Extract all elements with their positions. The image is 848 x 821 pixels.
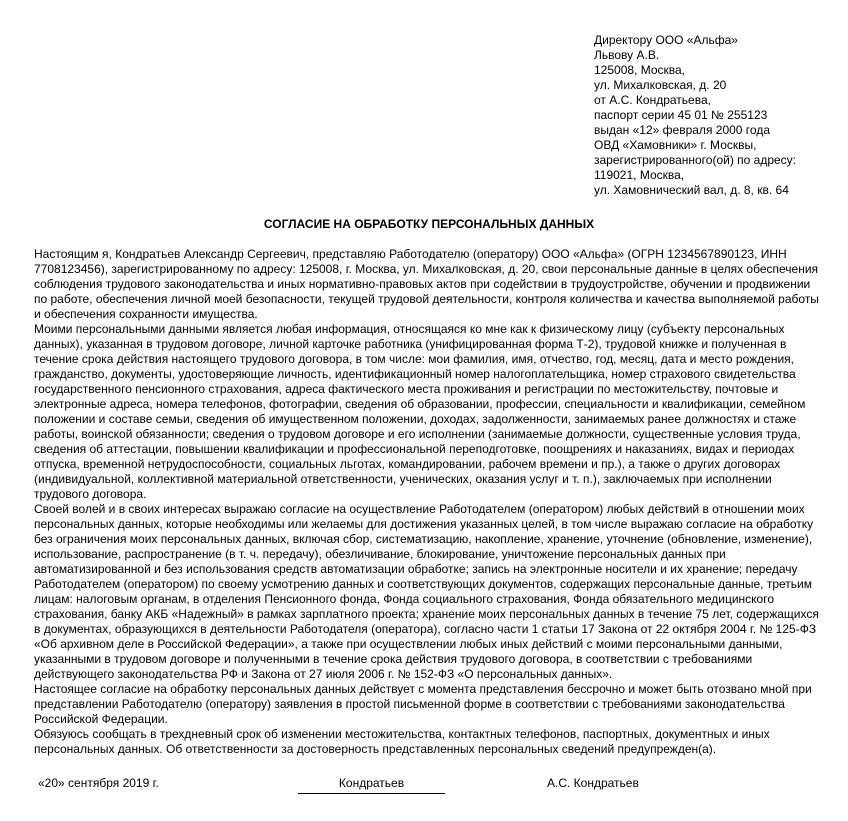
signature-date: «20» сентября 2019 г. [38,776,159,790]
addressee-line: ОВД «Хамовники» г. Москвы, [594,138,757,152]
body-paragraph-data-scope: Моими персональными данными является любая информация, относящаяся ко мне как к физическому лицу (субъекту персональных данных), указанная в трудовом договоре, личной карточке работника (унифицированная форма Т-2), трудовой книжке и полученная в течение срока действия настоящего трудового договора, в том числе: мои фамилия, имя, отчество, год, месяц, дата и место рождения, гражданство, документы, удостоверяющие личность, идентификационный номер налогоплательщика, номер страхового свидетельства государственного пенсионного страхования, адреса фактического места проживания и регистрации по местожительству, почтовые и электронные адреса, номера телефонов, фотографии, сведения об образовании, профессии, специальности и квалификации, семейном положении и составе семьи, сведения об имущественном положении, доходах, задолженности, занимаемых ранее должностях и стаже работы, воинской обязанности; сведения о трудовом договоре и его исполнении (занимаемые должности, существенные условия труда, сведения об аттестации, повышении квалификации и профессиональной переподготовке, поощрениях и наказаниях, видах и периодах отпуска, временной нетрудоспособности, социальных льготах, командировании, рабочем времени и пр.), а также о других договорах (индивидуальной, коллективной материальной ответственности, ученических, оказания услуг и т. п.), заключаемых при исполнении трудового договора. [34,322,806,501]
addressee-line: зарегистрированного(ой) по адресу: [594,153,797,167]
signature-line: Кондратьев [298,776,445,794]
addressee-line: ул. Хамовнический вал, д. 8, кв. 64 [594,183,789,197]
addressee-line: от А.С. Кондратьева, [594,93,711,107]
body-paragraph-purpose: Настоящим я, Кондратьев Александр Сергеевич, представляю Работодателю (оператору) ООО «Альфа» (ОГРН 1234567890123, ИНН 7708123456), зарегистрированному по адресу: 125008, г. Москва, ул. Михалковская, д. 20, свои персональные данные в целях обеспечения соблюдения трудового законодательства и иных нормативно-правовых актов при содействии в трудоустройстве, обучении и продвижении по работе, обеспечения личной моей безопасности, текущей трудовой деятельности, контроля количества и качества выполняемой работы и обеспечения сохранности имущества. [34,247,819,321]
addressee-line: выдан «12» февраля 2000 года [594,123,770,137]
body-paragraph-validity: Настоящее согласие на обработку персональных данных действует с момента представления бессрочно и может быть отозвано мной при представлении Работодателю (оператору) заявления в простой письменной форме в соответствии с требованиями законодательства Российской Федерации. [34,682,812,726]
addressee-line: ул. Михалковская, д. 20 [594,78,727,92]
signatory-full-name: А.С. Кондратьев [547,776,639,790]
document-title: СОГЛАСИЕ НА ОБРАБОТКУ ПЕРСОНАЛЬНЫХ ДАННЫХ [263,217,595,231]
addressee-line: 125008, Москва, [594,63,686,77]
addressee-line: паспорт серии 45 01 № 255123 [594,108,768,122]
body-paragraph-consent-actions: Своей волей и в своих интересах выражаю согласие на осуществление Работодателем (оператором) любых действий в отношении моих персональных данных, которые необходимы или желаемы для достижения указанных целей, в том числе выражаю согласие на обработку без ограничения моих персональных данных, включая сбор, систематизацию, накопление, хранение, уточнение (обновление, изменение), использование, распространение (в т. ч. передачу), обезличивание, блокирование, уничтожение персональных данных при автоматизированной и без использования средств автоматизации обработке; запись на электронные носители и их хранение; передачу Работодателем (оператором) по своему усмотрению данных и соответствующих документов, содержащих персональные данные, третьим лицам: налоговым органам, в отделения Пенсионного фонда, Фонда социального страхования, Фонда обязательного медицинского страхования, банку АКБ «Надежный» в рамках зарплатного проекта; хранение моих персональных данных в течение 75 лет, содержащихся в документах, образующихся в деятельности Работодателя (оператора), согласно части 1 статьи 17 Закона от 22 октября 2004 г. № 125-ФЗ «Об архивном деле в Российской Федерации», а также при осуществлении любых иных действий с моими персональными данными, указанными в трудовом договоре и полученными в течение срока действия трудового договора, в соответствии с требованиями действующего законодательства РФ и Закона от 27 июля 2006 г. № 152-ФЗ «О персональных данных». [34,502,819,681]
addressee-block [594,33,844,198]
body-paragraph-obligation: Обязуюсь сообщать в трехдневный срок об изменении местожительства, контактных телефонов, паспортных, документных и иных персональных данных. Об ответственности за достоверность представленных персональных сведений предупрежден(а). [34,727,770,756]
addressee-line: Львову А.В. [594,48,660,62]
document-body [34,247,826,757]
addressee-line: Директору ООО «Альфа» [594,33,738,47]
addressee-line: 119021, Москва, [594,168,685,182]
